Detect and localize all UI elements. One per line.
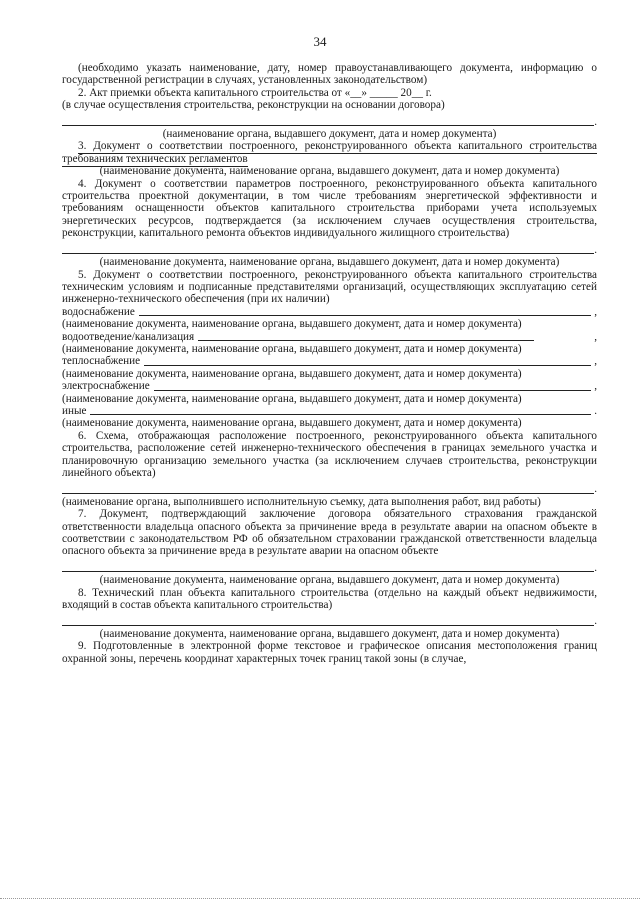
fill-rule xyxy=(62,492,594,494)
item-5-text: 5. Документ о соответствии построенного, реконструированного объекта капитального строительства техническим условиям и подписанные представителями организаций, осуществляющих эксплуатацию сетей инженерно-технического обеспечения (при их наличии) xyxy=(62,268,597,306)
scan-edge-artifact xyxy=(0,897,640,899)
fill-rule xyxy=(144,364,591,366)
item-5-row-sewerage[interactable] xyxy=(62,331,597,343)
item-3-text-span: 3. Документ о соответствии построенного, реконструированного объекта капитального строительства требованиям технических регламентов xyxy=(62,140,597,165)
row-caption: (наименование документа, наименование органа, выдавшего документ, дата и номер документа) xyxy=(62,367,522,380)
fill-rule xyxy=(154,389,591,391)
row-caption: (наименование документа, наименование органа, выдавшего документ, дата и номер документа) xyxy=(62,342,522,355)
item-4-fill-line[interactable] xyxy=(62,244,597,256)
row-caption: (наименование документа, наименование органа, выдавшего документ, дата и номер документа) xyxy=(62,318,522,331)
item-5-row-other[interactable] xyxy=(62,405,597,417)
fill-rule xyxy=(62,124,594,126)
item-2-text: 2. Акт приемки объекта капитального строительства от «__» _____ 20__ г. xyxy=(78,86,432,99)
item-2-note: (в случае осуществления строительства, реконструкции на основании договора) xyxy=(62,99,445,112)
fill-rule xyxy=(139,314,591,316)
item-8-text: 8. Технический план объекта капитального строительства (отдельно на каждый объект недвижимости, входящий в состав объекта капитального строительства) xyxy=(62,586,597,612)
row-label: водоснабжение xyxy=(62,305,135,318)
item-2-fill-line[interactable] xyxy=(62,116,597,128)
item-7-caption: (наименование документа, наименование органа, выдавшего документ, дата и номер документа) xyxy=(99,574,560,587)
item-9-text: 9. Подготовленные в электронной форме текстовое и графическое описания местоположения границ охранной зоны, перечень координат характерных точек границ такой зоны (в случае, xyxy=(62,640,597,665)
row-tail: , xyxy=(594,380,597,393)
fill-line-tail: . xyxy=(594,483,597,496)
fill-line-tail: . xyxy=(594,115,597,128)
item-6-caption: (наименование органа, выполнившего исполнительную съемку, дата выполнения работ, вид работы) xyxy=(62,495,541,508)
item-5-row-heat-supply[interactable] xyxy=(62,355,597,367)
fill-rule xyxy=(62,252,594,254)
fill-rule xyxy=(62,624,594,626)
row-caption: (наименование документа, наименование органа, выдавшего документ, дата и номер документа) xyxy=(62,392,522,405)
item-8-caption: (наименование документа, наименование органа, выдавшего документ, дата и номер документа) xyxy=(99,627,560,640)
item-4-text: 4. Документ о соответствии параметров построенного, реконструированного объекта капитального строительства проектной документации, в том числе требованиям энергетической эффективности и требованиям оснащенности объектов капитального строительства приборами учета используемых энергетических ресурсов, подтверждается (за исключением случаев осуществления строительства, реконструкции, капитального ремонта объектов индивидуального жилищного строительства) xyxy=(62,177,597,240)
row-tail: . xyxy=(594,404,597,417)
fill-rule xyxy=(62,570,594,572)
item-6-text: 6. Схема, отображающая расположение построенного, реконструированного объекта капитального строительства, расположение сетей инженерно-технического обеспечения в границах земельного участка и планировочную организацию земельного участка (за исключением случаев строительства, реконструкции линейного объекта) xyxy=(62,429,597,479)
item-3-caption: (наименование документа, наименование органа, выдавшего документ, дата и номер документа) xyxy=(99,165,560,178)
fill-rule xyxy=(198,339,534,341)
item-4-caption: (наименование документа, наименование органа, выдавшего документ, дата и номер документа) xyxy=(99,256,560,269)
document-body xyxy=(62,62,597,665)
fill-line-tail: . xyxy=(594,615,597,628)
intro-note: (необходимо указать наименование, дату, номер правоустанавливающего документа, информацию о государственной регистрации в случаях, установленных законодательством) xyxy=(62,62,597,87)
row-label: электроснабжение xyxy=(62,380,150,393)
row-label: теплоснабжение xyxy=(62,355,141,368)
page-number: 34 xyxy=(313,34,327,49)
item-7-fill-line[interactable] xyxy=(62,562,597,574)
item-6-fill-line[interactable] xyxy=(62,483,597,495)
row-label: водоотведение/канализация xyxy=(62,330,195,343)
row-tail: , xyxy=(594,355,597,368)
item-7-text: 7. Документ, подтверждающий заключение договора обязательного страхования гражданской ответственности владельца опасного объекта за причинение вреда в результате аварии на опасном объекте в соответствии с законодательством РФ об обязательном страховании гражданской ответственности владельца опасного объекта за причинение вреда в результате аварии на опасном объекте xyxy=(62,508,597,558)
row-tail: , xyxy=(594,330,597,343)
item-5-row-water-supply[interactable] xyxy=(62,306,597,318)
fill-line-tail: . xyxy=(594,243,597,256)
row-label: иные xyxy=(62,404,87,417)
item-5-row-power-supply[interactable] xyxy=(62,380,597,392)
row-tail: , xyxy=(594,305,597,318)
row-caption: (наименование документа, наименование органа, выдавшего документ, дата и номер документа) xyxy=(62,417,522,430)
item-2-caption: (наименование органа, выдавшего документ, дата и номер документа) xyxy=(162,128,497,141)
fill-line-tail: . xyxy=(594,561,597,574)
item-3-text xyxy=(62,140,597,165)
item-8-fill-line[interactable] xyxy=(62,615,597,627)
fill-rule xyxy=(90,413,591,415)
